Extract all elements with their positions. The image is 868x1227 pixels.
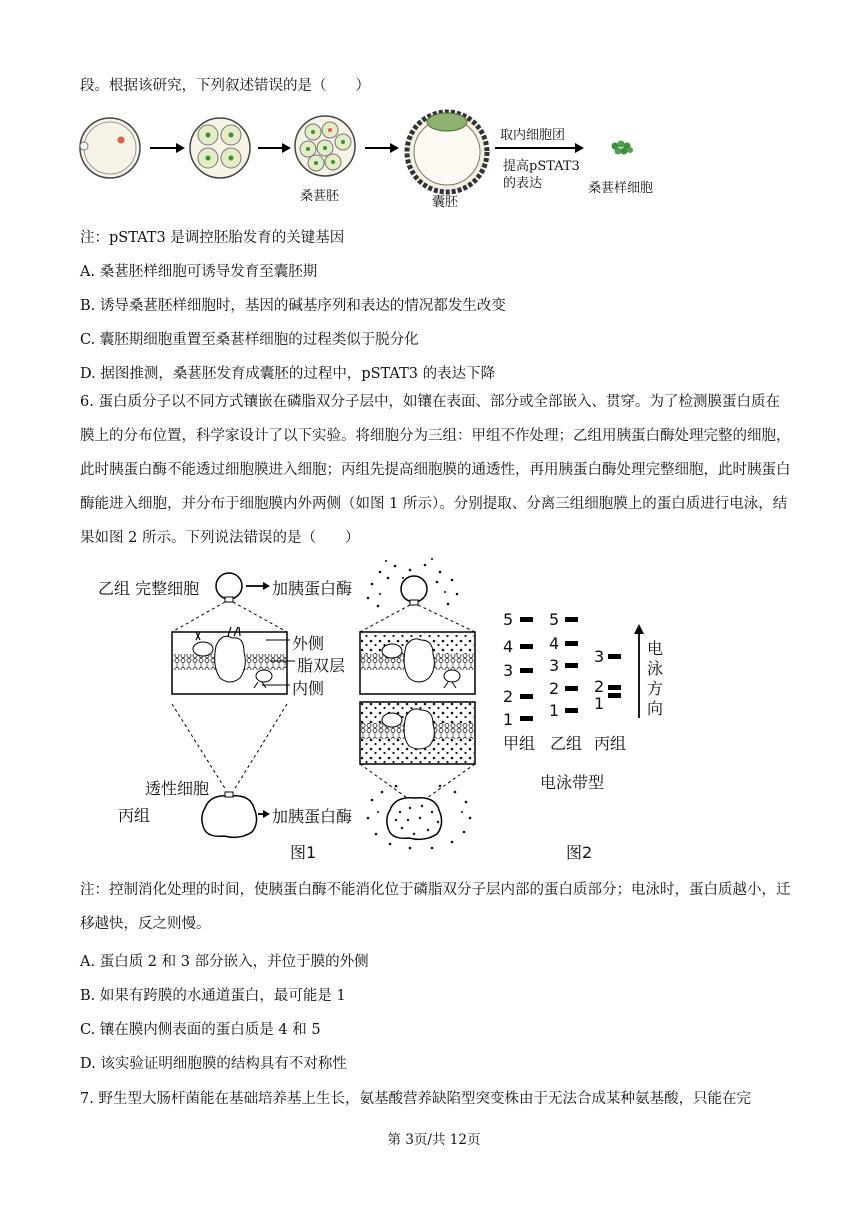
direction-char-3: 方 (647, 679, 664, 698)
lane-a-number-1: 1 (503, 710, 514, 729)
lane-b-number-2: 2 (549, 679, 560, 698)
label-inside: 内侧 (292, 679, 325, 698)
label-group-b-whole-cell: 乙组 完整细胞 (98, 579, 200, 598)
lane-b-number-5: 5 (549, 610, 560, 629)
label-expression: 的表达 (503, 176, 543, 191)
label-raise-pstat3: 提高pSTAT3 (503, 159, 580, 174)
direction-char-2: 泳 (647, 659, 664, 678)
label-add-trypsin-b: 加胰蛋白酶 (272, 579, 353, 598)
label-permeable-cell: 透性细胞 (145, 779, 210, 798)
question-5-tail: 段。根据该研究，下列叙述错误的是（ ） (80, 78, 370, 94)
question-7-stem: 7. 野生型大肠杆菌能在基础培养基上生长，氨基酸营养缺陷型突变株由于无法合成某种氨基酸，只能在完 (80, 1091, 751, 1107)
lane-label-a: 甲组 (503, 734, 536, 753)
label-add-trypsin-c: 加胰蛋白酶 (272, 807, 353, 826)
direction-char-1: 电 (647, 639, 664, 658)
label-blastocyst: 囊胚 (432, 195, 459, 210)
band-pattern-title: 电泳带型 (540, 773, 605, 792)
q6-option-a: A. 蛋白质 2 和 3 部分嵌入，并位于膜的外侧 (80, 954, 369, 970)
question-6-note: 注：控制消化处理的时间，使胰蛋白酶不能消化位于磷脂双分子层内部的蛋白质部分；电泳时，蛋白质越小，迁移越快，反之则慢。 (80, 882, 791, 932)
label-morula-like-cells: 桑葚样细胞 (588, 181, 654, 196)
lane-label-b: 乙组 (550, 734, 583, 753)
q6-option-d: D. 该实验证明细胞膜的结构具有不对称性 (80, 1056, 347, 1072)
lane-b-number-4: 4 (549, 634, 560, 653)
figure-1-caption: 图1 (290, 843, 317, 862)
lane-c-number-1: 1 (594, 694, 605, 713)
q5-option-c: C. 囊胚期细胞重置至桑葚样细胞的过程类似于脱分化 (80, 332, 419, 348)
lane-a-number-5: 5 (503, 610, 514, 629)
label-outside: 外侧 (292, 634, 325, 653)
lane-a-number-4: 4 (503, 637, 514, 656)
label-group-c: 丙组 (118, 806, 151, 825)
q5-option-d: D. 据图推测，桑葚胚发育成囊胚的过程中，pSTAT3 的表达下降 (80, 366, 496, 382)
q5-option-a: A. 桑葚胚样细胞可诱导发育至囊胚期 (80, 264, 318, 280)
lane-b-number-1: 1 (549, 701, 560, 720)
direction-char-4: 向 (647, 699, 664, 718)
lane-b-number-3: 3 (549, 656, 560, 675)
q5-option-b: B. 诱导桑葚胚样细胞时，基因的碱基序列和表达的情况都发生改变 (80, 298, 506, 314)
label-morula: 桑葚胚 (300, 189, 340, 204)
q6-option-c: C. 镶在膜内侧表面的蛋白质是 4 和 5 (80, 1022, 321, 1038)
label-bilayer: 脂双层 (297, 656, 346, 675)
q6-option-b: B. 如果有跨膜的水通道蛋白，最可能是 1 (80, 988, 346, 1004)
question-5-note: 注：pSTAT3 是调控胚胎发育的关键基因 (80, 230, 345, 246)
lane-a-number-2: 2 (503, 687, 514, 706)
lane-c-number-2: 2 (594, 677, 605, 696)
label-take-icm: 取内细胞团 (500, 128, 566, 143)
figure-2-caption: 图2 (566, 843, 593, 862)
lane-label-c: 丙组 (594, 734, 627, 753)
question-6-stem: 6. 蛋白质分子以不同方式镶嵌在磷脂双分子层中，如镶在表面、部分或全部嵌入、贯穿。为了检测膜蛋白质在膜上的分布位置，科学家设计了以下实验。将细胞分为三组：甲组不作处理；乙组用胰蛋白酶处理完整的细胞，此时胰蛋白酶不能透过细胞膜进入细胞；丙组先提高细胞膜的通透性，再用胰蛋白酶处理完整细胞，此时胰蛋白酶能进入细胞，并分布于细胞膜内外两侧（如图 1 所示）。分别提取、分离三组细胞膜上的蛋白质进行电泳，结果如图 2 所示。下列说法错误的是（ ） (80, 394, 791, 546)
lane-c-number-3: 3 (594, 647, 605, 666)
page-footer: 第 3页/共 12页 (387, 1132, 481, 1148)
lane-a-number-3: 3 (503, 661, 514, 680)
